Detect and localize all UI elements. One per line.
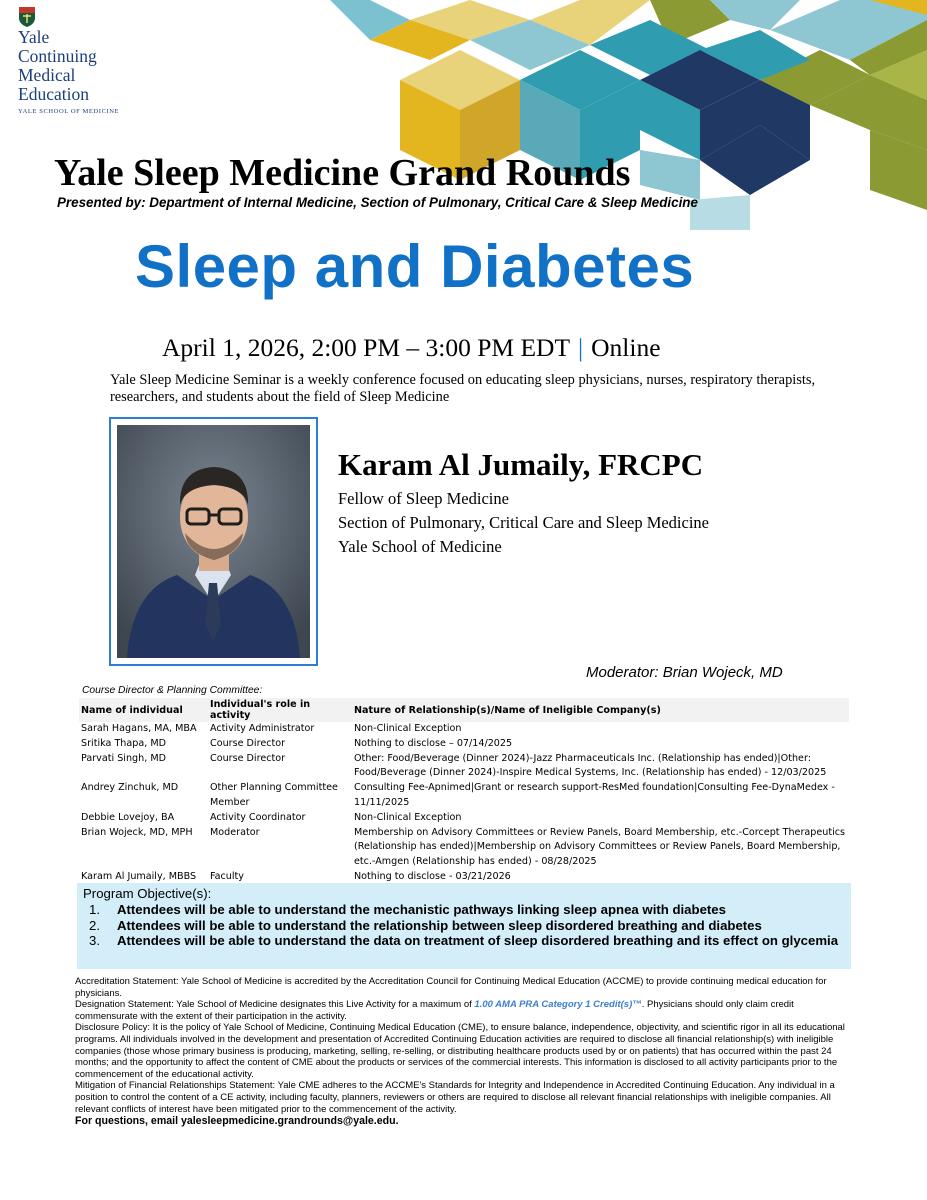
logo-text-line: Education [18, 84, 89, 104]
speaker-section: Section of Pulmonary, Critical Care and Sleep Medicine [338, 513, 710, 532]
cell-relationship: Non-Clinical Exception [354, 811, 462, 823]
logo-text-line: Continuing [18, 46, 97, 66]
cell-relationship: Nothing to disclose – 07/14/2025 [354, 737, 513, 749]
cell-role: Faculty [210, 870, 244, 882]
column-header-relationship: Nature of Relationship(s)/Name of Ineligible Company(s) [352, 698, 849, 722]
program-objectives [77, 883, 851, 969]
speaker-portrait-graphic [117, 425, 310, 658]
credit-amount: 1.00 AMA PRA Category 1 Credit(s)™ [474, 999, 642, 1011]
objective-number: 3. [89, 933, 100, 948]
cell-name: Karam Al Jumaily, MBBS [81, 870, 197, 882]
accreditation-statement: Accreditation Statement: Yale School of Medicine is accredited by the Accreditation Council for Continuing Medical Education (ACCME) to provide continuing medical education for physicians. [75, 976, 827, 999]
table-row [79, 752, 849, 782]
speaker-title: Fellow of Sleep Medicine [338, 489, 509, 508]
speaker-name: Karam Al Jumaily, FRCPC [338, 447, 704, 482]
objectives-title: Program Objective(s): [83, 886, 212, 901]
accreditation-fineprint [75, 976, 859, 1128]
cell-role: Other Planning Committee Member [210, 782, 338, 808]
disclosure-policy: Disclosure Policy: It is the policy of Yale School of Medicine, Continuing Medical Education (CME), to ensure balance, independence, objectivity, and scientific rigor in all its educational programs. All individuals involved in the development and presentation of Accredited Continuing Education activities are required to disclose all financial relationship(s) with ineligible companies (those whose primary business is producing, marketing, selling, re-selling, or distributing healthcare products used by or on patients) that has occurred within the past 24 months; and the opportunity to affect the content of CME about the products or services of the commercial interests. This information is disclosed to all activity participants prior to the commencement of the educational activity. [75, 1022, 845, 1080]
cell-relationship: Nothing to disclose - 03/21/2026 [354, 870, 511, 882]
moderator: Moderator: Brian Wojeck, MD [586, 664, 783, 681]
cell-relationship: Other: Food/Beverage (Dinner 2024)-Jazz Pharmaceuticals Inc. (Relationship has ended)|Other: Food/Beverage (Dinner 2024)-Inspire Medical Systems, Inc. (Relationship has ended) - 12/03/2025 [354, 752, 827, 779]
table-header-row [79, 698, 849, 722]
date-time-text: April 1, 2026, 2:00 PM – 3:00 PM EDT [162, 333, 571, 362]
speaker-photo-frame [109, 417, 318, 666]
contact-email: For questions, email yalesleepmedicine.grandrounds@yale.edu. [75, 1115, 399, 1128]
cell-name: Sarah Hagans, MA, MBA [81, 723, 197, 734]
presented-by: Presented by: Department of Internal Medicine, Section of Pulmonary, Critical Care & Sleep Medicine [57, 195, 698, 210]
separator: | [578, 333, 584, 362]
objective-text: Attendees will be able to understand the data on treatment of sleep disordered breathing and its effect on glycemia [117, 933, 839, 948]
planning-committee-table [79, 698, 849, 885]
speaker-photo [117, 425, 310, 658]
cell-role: Activity Coordinator [210, 811, 306, 823]
cell-name: Sritika Thapa, MD [81, 737, 166, 749]
speaker-institution: Yale School of Medicine [338, 537, 502, 556]
seminar-intro: Yale Sleep Medicine Seminar is a weekly conference focused on educating sleep physicians, nurses, respiratory therapists, researchers, and students about the field of Sleep Medicine [110, 372, 816, 405]
series-title: Yale Sleep Medicine Grand Rounds [54, 152, 631, 194]
cell-name: Andrey Zinchuk, MD [81, 782, 179, 794]
cell-role: Moderator [210, 826, 260, 838]
logo-text-line: Medical [18, 65, 76, 85]
objectives-list [83, 902, 845, 949]
table-row [79, 722, 849, 737]
cell-relationship: Consulting Fee-Apnimed|Grant or research support-ResMed foundation|Consulting Fee-DynaMedex - 11/11/2025 [354, 782, 835, 808]
table-row [79, 826, 849, 870]
cell-role: Course Director [210, 737, 286, 749]
cell-name: Brian Wojeck, MD, MPH [81, 826, 193, 838]
event-date-time [162, 333, 661, 363]
list-item [83, 902, 845, 918]
designation-text-end: . Physicians should only claim credit commensurate with the extent of their participation in the activity. [75, 999, 794, 1022]
committee-label: Course Director & Planning Committee: [82, 685, 263, 696]
table-row [79, 781, 849, 811]
table-row [79, 811, 849, 826]
objective-number: 2. [89, 917, 100, 933]
cell-relationship: Non-Clinical Exception [354, 723, 462, 734]
cell-name: Parvati Singh, MD [81, 752, 166, 764]
column-header-role: Individual's role in activity [208, 698, 352, 722]
designation-statement [75, 999, 859, 1022]
yale-shield-icon [18, 6, 36, 28]
objective-text: Attendees will be able to understand the mechanistic pathways linking sleep apnea with diabetes [117, 902, 726, 917]
column-header-name: Name of individual [79, 698, 208, 722]
cell-role: Activity Administrator [210, 723, 315, 734]
objective-number: 1. [89, 902, 100, 917]
cell-name: Debbie Lovejoy, BA [81, 811, 175, 823]
mitigation-statement: Mitigation of Financial Relationships Statement: Yale CME adheres to the ACCME's Standards for Integrity and Independence in Accredited Continuing Education. Any individual in a position to control the content of a CE activity, including faculty, planners, reviewers or others are required to disclose all relevant financial relationships with ineligible companies. All relevant conflicts of interest have been mitigated prior to the commencement of the activity. [75, 1080, 835, 1115]
list-item [83, 918, 845, 934]
objective-text: Attendees will be able to understand the relationship between sleep disordered breathing and diabetes [117, 917, 762, 933]
talk-title: Sleep and Diabetes [135, 233, 695, 300]
logo-text-line: Yale [18, 27, 50, 47]
cell-relationship: Membership on Advisory Committees or Review Panels, Board Membership, etc.-Corcept Therapeutics (Relationship has ended)|Membership on Advisory Committees or Review Panels, Board Membership, etc.-Amgen (Relationship has ended) - 08/28/2025 [354, 826, 846, 868]
cell-role: Course Director [210, 752, 286, 764]
table-row [79, 737, 849, 752]
event-format: Online [591, 333, 661, 362]
list-item [83, 933, 845, 949]
designation-text: Designation Statement: Yale School of Medicine designates this Live Activity for a maximum of [75, 999, 475, 1011]
logo-subtitle: YALE SCHOOL OF MEDICINE [18, 108, 120, 115]
yale-cme-logo [18, 6, 138, 115]
